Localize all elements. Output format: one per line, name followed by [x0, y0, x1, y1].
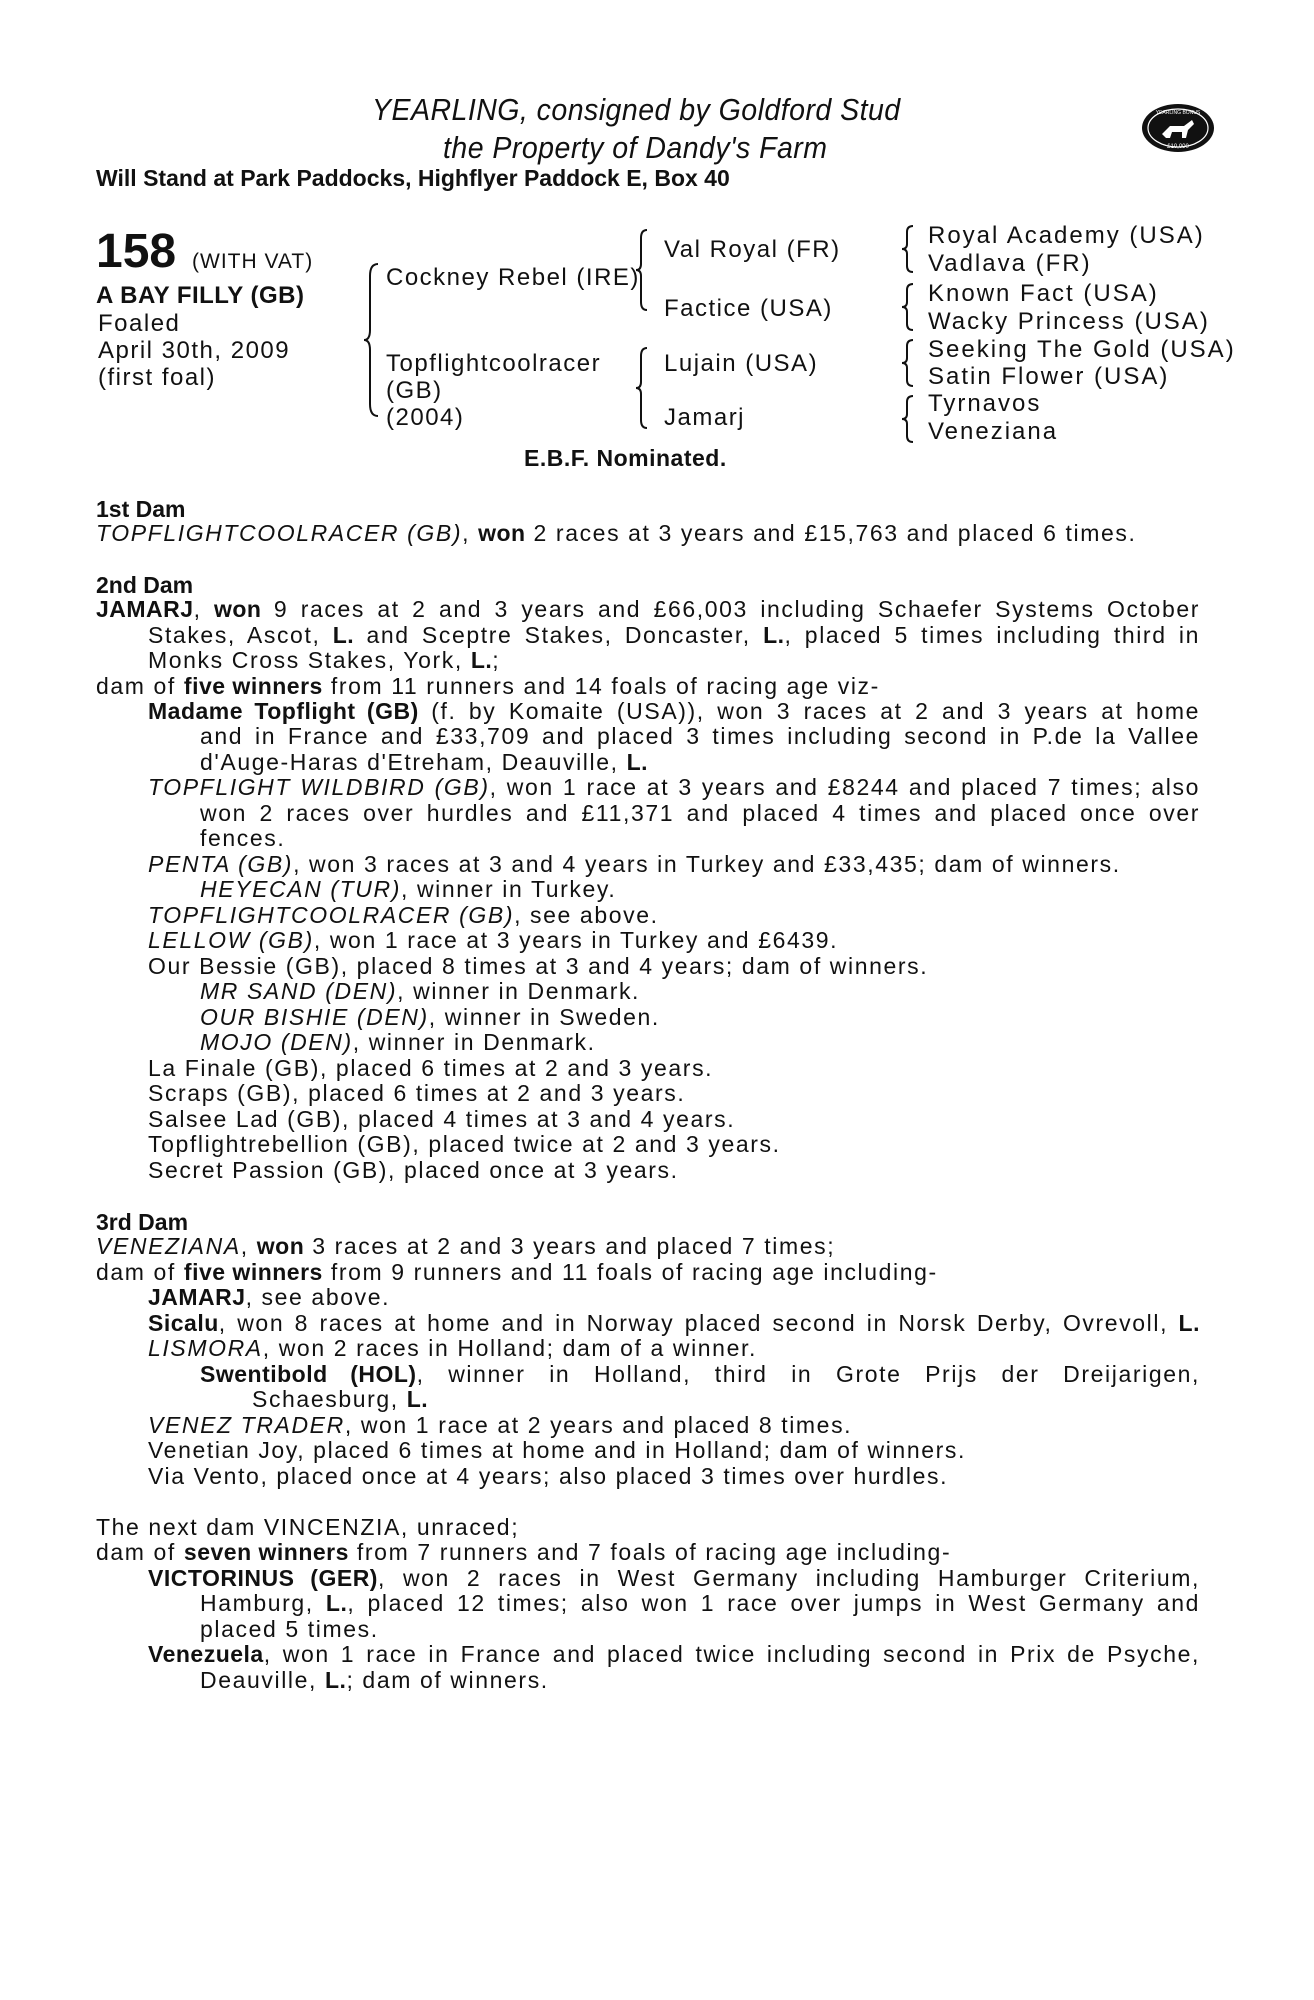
dam2-p1b: Stakes, Ascot,	[148, 622, 333, 648]
lot-title: A BAY FILLY (GB)	[96, 282, 305, 309]
header-line-1: YEARLING, consigned by Goldford Stud	[372, 92, 901, 127]
pedigree-brace-dam	[634, 346, 650, 430]
plain-line-2: Scraps (GB), placed 6 times at 2 and 3 years.	[148, 1080, 686, 1106]
dam2-p1a: 9 races at 2 and 3 years and £66,003 including Schaefer Systems October	[261, 596, 1200, 622]
swenti-name: Swentibold (HOL)	[200, 1361, 417, 1387]
nextdam-line-1: The next dam VINCENZIA, unraced;	[96, 1514, 520, 1540]
sicalu-name: Sicalu	[148, 1310, 219, 1336]
dam3-rest: 3 races at 2 and 3 years and placed 7 times;	[304, 1233, 836, 1259]
vene-name: Venezuela	[148, 1641, 264, 1667]
dam2-p1b2: and Sceptre Stakes, Doncaster,	[354, 622, 764, 648]
pedigree-brace-g3-3	[900, 338, 916, 388]
dam2-line-2	[148, 623, 1200, 649]
sire-sire: Val Royal (FR)	[664, 236, 841, 263]
g3-4: Wacky Princess (USA)	[928, 308, 1210, 335]
dam3-damof-rest: from 9 runners and 11 foals of racing age including-	[322, 1259, 938, 1285]
header-line-2: the Property of Dandy's Farm	[443, 130, 828, 165]
nextdam-damof-label: dam of	[96, 1539, 184, 1565]
dam2-p1b3: , placed 5 times including third in	[784, 622, 1200, 648]
swenti-line-1	[200, 1362, 1200, 1388]
pedigree-brace-main	[362, 262, 382, 418]
vict-name: VICTORINUS (GER)	[148, 1565, 378, 1591]
listed-mark: L.	[626, 749, 649, 775]
g3-5: Seeking The Gold (USA)	[928, 336, 1236, 363]
dam-line-1: Topflightcoolracer	[386, 350, 602, 377]
wildbird-a: , won 1 race at 3 years and £8244 and placed 7 times; also	[489, 774, 1200, 800]
tfc-line	[148, 903, 659, 929]
g3-6: Satin Flower (USA)	[928, 363, 1170, 390]
mojo-name: MOJO (DEN)	[200, 1029, 353, 1055]
dam3-damof	[96, 1260, 938, 1286]
sire-dam: Factice (USA)	[664, 295, 833, 322]
plain-line-1: La Finale (GB), placed 6 times at 2 and 3 years.	[148, 1055, 714, 1081]
pedigree-brace-g3-1	[900, 224, 916, 274]
pedigree-brace-g3-4	[900, 394, 916, 444]
dam2-damof	[96, 674, 880, 700]
vict-line-3: placed 5 times.	[200, 1616, 379, 1642]
mrsand-line	[200, 979, 640, 1005]
vict-line-1	[148, 1566, 1200, 1592]
madame-c: d'Auge-Haras d'Etreham, Deauville,	[200, 749, 627, 775]
listed-mark: L.	[406, 1386, 429, 1412]
madame-line-3	[200, 750, 648, 776]
wildbird-line-1	[148, 775, 1200, 801]
mrsand-name: MR SAND (DEN)	[200, 978, 398, 1004]
vene-line-2	[200, 1668, 549, 1694]
tfc-rest: , see above.	[514, 902, 659, 928]
swenti-line-2	[252, 1387, 428, 1413]
ebf-nomination: E.B.F. Nominated.	[524, 445, 727, 471]
sire: Cockney Rebel (IRE)	[386, 264, 640, 291]
vento-line: Via Vento, placed once at 4 years; also placed 3 times over hurdles.	[148, 1463, 949, 1489]
dam1-name: TOPFLIGHTCOOLRACER (GB)	[96, 520, 463, 546]
pedigree-brace-g3-2	[900, 282, 916, 332]
dam2-heading: 2nd Dam	[96, 572, 194, 598]
lellow-line	[148, 928, 838, 954]
bishie-line	[200, 1005, 660, 1031]
dam3-winners: five winners	[183, 1259, 323, 1285]
nextdam-damof-rest: from 7 runners and 7 foals of racing age including-	[348, 1539, 952, 1565]
penta-name: PENTA (GB)	[148, 851, 294, 877]
sicalu-rest: , won 8 races at home and in Norway placed second in Norsk Derby, Ovrevoll,	[218, 1310, 1179, 1336]
dam3-line: VENEZIANA, won 3 races at 2 and 3 years and placed 7 times;	[96, 1233, 836, 1259]
jamarj-rest: , see above.	[245, 1284, 391, 1310]
madame-name: Madame Topflight (GB)	[148, 698, 419, 724]
lot-number: 158	[96, 225, 177, 278]
listed-mark: L.	[763, 622, 785, 648]
vict-b2: , placed 12 times; also won 1 race over jumps in West Germany and	[347, 1590, 1200, 1616]
dam2-p1c: Monks Cross Stakes, York,	[148, 647, 471, 673]
nextdam-damof	[96, 1540, 951, 1566]
bishie-name: OUR BISHIE (DEN)	[200, 1004, 429, 1030]
badge-top-text: YEARLING BONUS	[1155, 110, 1201, 116]
plain-line-4: Topflightrebellion (GB), placed twice at 2 and 3 years.	[148, 1131, 781, 1157]
dam2-line-3	[148, 648, 500, 674]
dam3-heading: 3rd Dam	[96, 1209, 189, 1235]
vict-a: , won 2 races in West Germany including Hamburger Criterium,	[377, 1565, 1200, 1591]
dam2-line-1: JAMARJ, won 9 races at 2 and 3 years and £66,003 including Schaefer Systems October	[96, 596, 1200, 622]
mojo-line	[200, 1030, 596, 1056]
lellow-name: LELLOW (GB)	[148, 927, 314, 953]
dam2-damof-label: dam of	[96, 673, 184, 699]
dam2-name: JAMARJ	[96, 596, 194, 622]
dam2-damof-rest: from 11 runners and 14 foals of racing age viz-	[322, 673, 880, 699]
heyecan-line	[200, 877, 616, 903]
lellow-rest: , won 1 race at 3 years in Turkey and £6439.	[313, 927, 839, 953]
bessie-line: Our Bessie (GB), placed 8 times at 3 and 4 years; dam of winners.	[148, 953, 929, 979]
dam-line-2: (GB)	[386, 377, 443, 404]
penta-line	[148, 852, 1121, 878]
mojo-rest: , winner in Denmark.	[352, 1029, 596, 1055]
vene-line-1	[148, 1642, 1200, 1668]
lismora-name: LISMORA	[148, 1335, 263, 1361]
vict-b: Hamburg,	[200, 1590, 326, 1616]
vat-note: (WITH VAT)	[192, 250, 314, 273]
stand-location: Will Stand at Park Paddocks, Highflyer Paddock E, Box 40	[96, 165, 730, 191]
dam1-rest: 2 races at 3 years and £15,763 and placed 6 times.	[525, 520, 1137, 546]
wildbird-line-3: fences.	[200, 825, 286, 851]
swenti-a: , winner in Holland, third in Grote Prijs der Dreijarigen,	[416, 1361, 1200, 1387]
dam2-p1c2: ;	[492, 647, 501, 673]
foaled-date: April 30th, 2009	[98, 337, 291, 364]
penta-rest: , won 3 races at 3 and 4 years in Turkey and £33,435; dam of winners.	[293, 851, 1121, 877]
dam1-won: won	[478, 520, 526, 546]
g3-8: Veneziana	[928, 418, 1059, 445]
g3-1: Royal Academy (USA)	[928, 222, 1205, 249]
heyecan-name: HEYECAN (TUR)	[200, 876, 401, 902]
dam-sire: Lujain (USA)	[664, 350, 819, 377]
dam1-line: TOPFLIGHTCOOLRACER (GB), won 2 races at 3 years and £15,763 and placed 6 times.	[96, 520, 1137, 546]
joy-line: Venetian Joy, placed 6 times at home and in Holland; dam of winners.	[148, 1437, 966, 1463]
trader-line	[148, 1413, 852, 1439]
trader-rest: , won 1 race at 2 years and placed 8 times.	[344, 1412, 853, 1438]
foaled-label: Foaled	[98, 310, 181, 337]
sicalu-line	[148, 1311, 1200, 1337]
madame-line-2: and in France and £33,709 and placed 3 times including second in P.de la Vallee	[200, 723, 1200, 749]
g3-3: Known Fact (USA)	[928, 280, 1159, 307]
dam-line-3: (2004)	[386, 404, 465, 431]
foal-note: (first foal)	[98, 364, 217, 391]
dam-dam: Jamarj	[664, 404, 746, 431]
listed-mark: L.	[1178, 1310, 1200, 1336]
listed-mark: L.	[325, 1667, 347, 1693]
lismora-rest: , won 2 races in Holland; dam of a winner.	[262, 1335, 757, 1361]
dam2-winners: five winners	[183, 673, 323, 699]
listed-mark: L.	[325, 1590, 348, 1616]
mrsand-rest: , winner in Denmark.	[397, 978, 641, 1004]
listed-mark: L.	[332, 622, 355, 648]
vene-b2: ; dam of winners.	[346, 1667, 549, 1693]
badge-amount: £10,000	[1167, 144, 1189, 150]
wildbird-name: TOPFLIGHT WILDBIRD (GB)	[148, 774, 490, 800]
vict-line-2	[200, 1591, 1200, 1617]
trader-name: VENEZ TRADER	[148, 1412, 345, 1438]
plain-line-5: Secret Passion (GB), placed once at 3 years.	[148, 1157, 679, 1183]
bishie-rest: , winner in Sweden.	[428, 1004, 660, 1030]
dam3-damof-label: dam of	[96, 1259, 184, 1285]
dam1-heading: 1st Dam	[96, 496, 186, 522]
g3-7: Tyrnavos	[928, 390, 1042, 417]
lismora-line	[148, 1336, 757, 1362]
dam3-name: VENEZIANA	[96, 1233, 241, 1259]
madame-line-1	[148, 699, 1200, 725]
nextdam-winners: seven winners	[183, 1539, 349, 1565]
vene-b: Deauville,	[200, 1667, 325, 1693]
dam3-won: won	[256, 1233, 305, 1259]
dam2-won: won	[213, 596, 262, 622]
yearling-bonus-badge-icon	[1140, 100, 1216, 156]
jamarj-name: JAMARJ	[148, 1284, 246, 1310]
listed-mark: L.	[470, 647, 493, 673]
jamarj-line	[148, 1285, 390, 1311]
madame-a: (f. by Komaite (USA)), won 3 races at 2 and 3 years at home	[418, 698, 1200, 724]
vene-a: , won 1 race in France and placed twice including second in Prix de Psyche,	[263, 1641, 1200, 1667]
g3-2: Vadlava (FR)	[928, 250, 1092, 277]
plain-line-3: Salsee Lad (GB), placed 4 times at 3 and 4 years.	[148, 1106, 736, 1132]
wildbird-line-2: won 2 races over hurdles and £11,371 and placed 4 times and placed once over	[200, 800, 1200, 826]
heyecan-rest: , winner in Turkey.	[400, 876, 617, 902]
tfc-name: TOPFLIGHTCOOLRACER (GB)	[148, 902, 515, 928]
swenti-b: Schaesburg,	[252, 1386, 407, 1412]
